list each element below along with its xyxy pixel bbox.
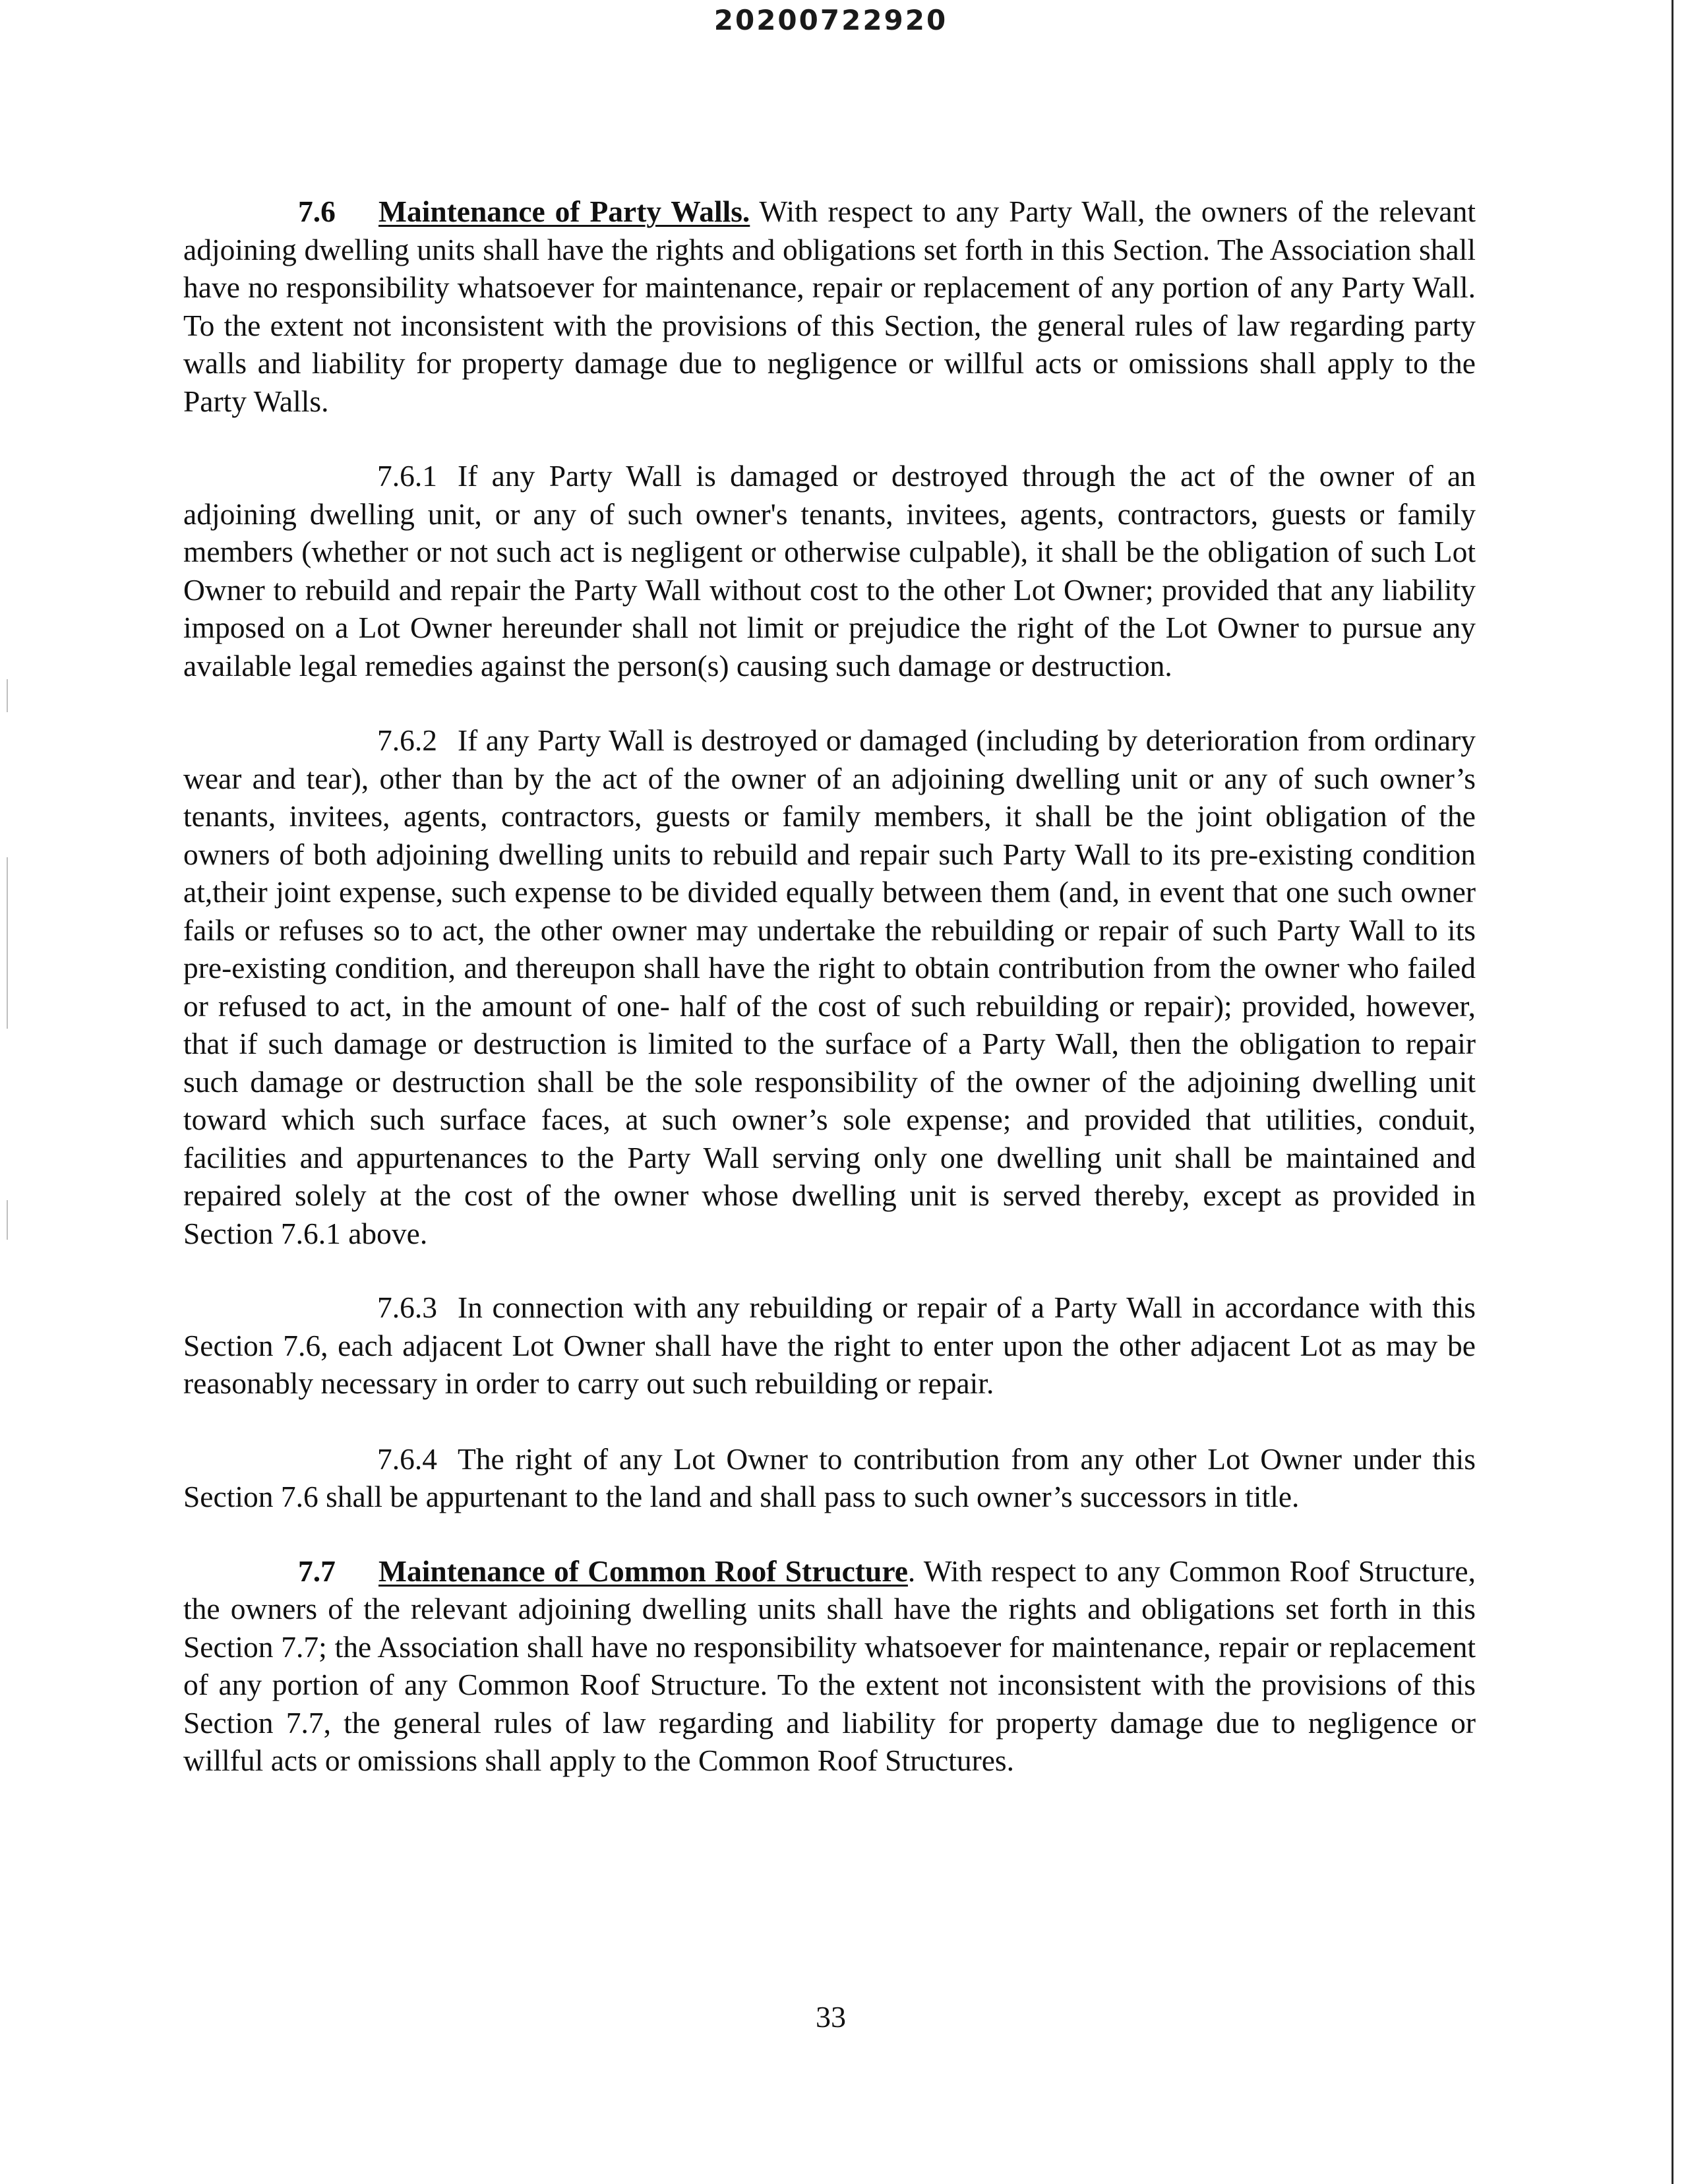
recording-number: 20200722920 xyxy=(713,4,948,36)
document-body xyxy=(183,193,1476,1780)
subsection-7-6-2 xyxy=(183,721,1476,1252)
subsection-text: In connection with any rebuilding or repair of a Party Wall in accordance with this Section 7.6, each adjacent Lot Owner shall have the right to enter upon the other adjacent Lot as may be reasonably necessary in order to carry out such rebuilding or repair. xyxy=(183,1290,1476,1400)
subsection-7-6-1 xyxy=(183,457,1476,684)
section-heading: Maintenance of Party Walls. xyxy=(378,195,750,228)
page-number: 33 xyxy=(816,2000,846,2034)
section-heading: Maintenance of Common Roof Structure xyxy=(378,1554,908,1588)
scan-speck xyxy=(7,679,8,712)
section-7-7 xyxy=(183,1552,1476,1780)
subsection-text: If any Party Wall is damaged or destroyed through the act of the owner of an adjoining dwelling unit, or any of such owner's tenants, invitees, agents, contractors, guests or family members (whether or not such act is negligent or otherwise culpable), it shall be the obligation of such Lot Owner to rebuild and repair the Party Wall without cost to the other Lot Owner; provided that any liability imposed on a Lot Owner hereunder shall not limit or prejudice the right of the Lot Owner to pursue any available legal remedies against the person(s) causing such damage or destruction. xyxy=(183,459,1476,682)
section-text: . With respect to any Common Roof Structure, the owners of the relevant adjoining dwelling units shall have the rights and obligations set forth in this Section 7.7; the Association shall have no responsibility whatsoever for maintenance, repair or replacement of any portion of any Common Roof Structure. To the extent not inconsistent with the provisions of this Section 7.7, the general rules of law regarding and liability for property damage due to negligence or willful acts or omissions shall apply to the Common Roof Structures. xyxy=(183,1554,1476,1777)
subsection-7-6-3 xyxy=(183,1289,1476,1403)
section-text: With respect to any Party Wall, the owners of the relevant adjoining dwelling units shall have the rights and obligations set forth in this Section. The Association shall have no responsibility whatsoever for maintenance, repair or replacement of any portion of any Party Wall. To the extent not inconsistent with the provisions of this Section, the general rules of law regarding party walls and liability for property damage due to negligence or willful acts or omissions shall apply to the Party Walls. xyxy=(183,195,1476,418)
subsection-number: 7.6.2 xyxy=(377,723,437,757)
subsection-text: If any Party Wall is destroyed or damaged (including by deterioration from ordinary wear and tear), other than by the act of the owner of an adjoining dwelling unit or any of such owner’s tenants, invitees, agents, contractors, guests or family members, it shall be the joint obligation of the owners of both adjoining dwelling units to rebuild and repair such Party Wall to its pre-existing condition at,their joint expense, such expense to be divided equally between them (and, in event that one such owner fails or refuses so to act, the other owner may undertake the rebuilding or repair of such Party Wall to its pre-existing condition, and thereupon shall have the right to obtain contribution from the owner who failed or refused to act, in the amount of one- half of the cost of such rebuilding or repair); provided, however, that if such damage or destruction is limited to the surface of a Party Wall, then the obligation to repair such damage or destruction shall be the sole responsibility of the owner of the adjoining dwelling unit toward which such surface faces, at such owner’s sole expense; and provided that utilities, conduit, facilities and appurtenances to the Party Wall serving only one dwelling unit shall be maintained and repaired solely at the cost of the owner whose dwelling unit is served thereby, except as provided in Section 7.6.1 above. xyxy=(183,723,1476,1250)
scan-speck xyxy=(7,1200,8,1240)
subsection-number: 7.6.3 xyxy=(377,1290,437,1324)
section-number: 7.6 xyxy=(298,195,336,228)
subsection-number: 7.6.4 xyxy=(377,1441,437,1476)
subsection-text: The right of any Lot Owner to contribution from any other Lot Owner under this Section 7.6 shall be appurtenant to the land and shall pass to such owner’s successors in title. xyxy=(183,1441,1476,1513)
section-7-6 xyxy=(183,193,1476,420)
scan-speck xyxy=(7,857,8,1029)
section-number: 7.7 xyxy=(298,1554,336,1588)
subsection-number: 7.6.1 xyxy=(377,459,437,493)
subsection-7-6-4 xyxy=(183,1440,1476,1516)
page-edge-line xyxy=(1672,0,1673,2184)
